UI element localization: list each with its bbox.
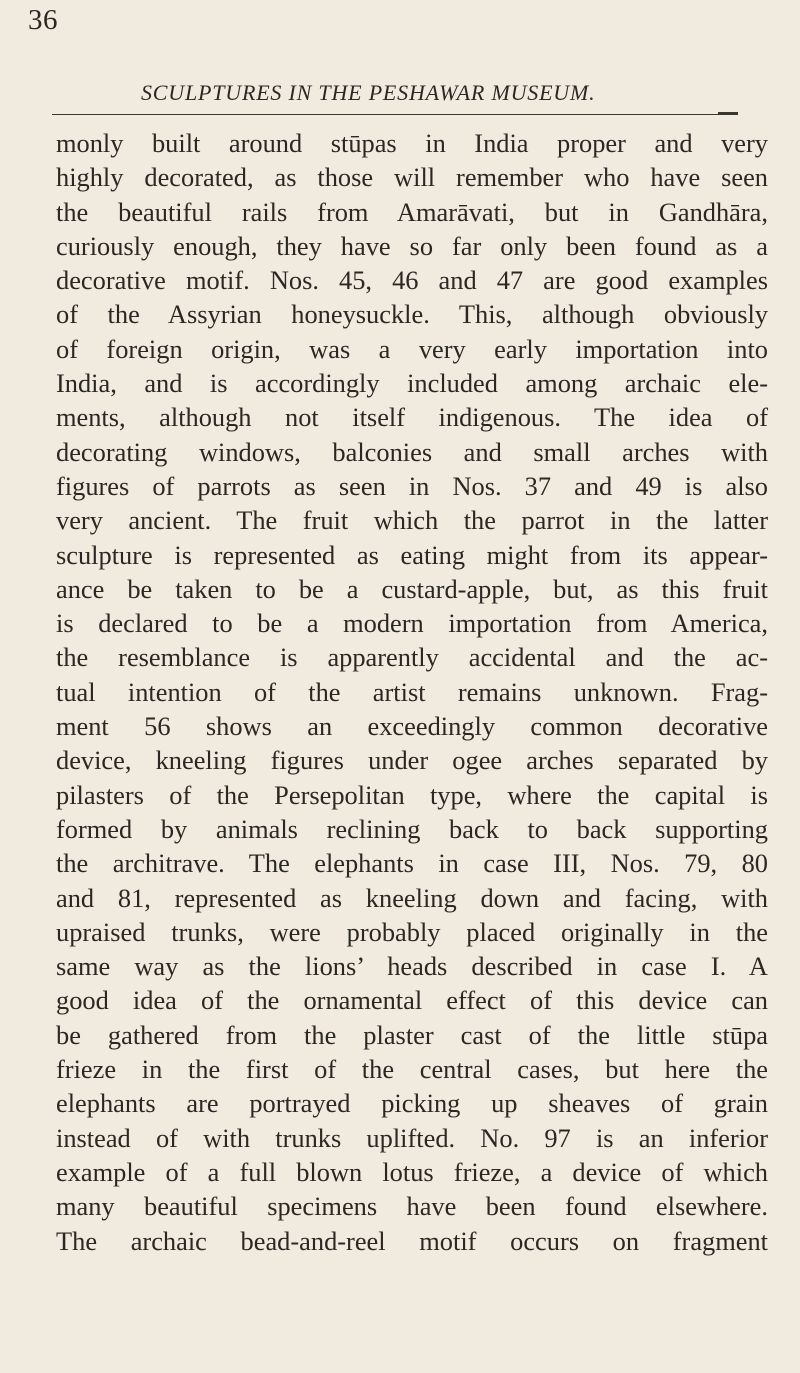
text-line: elephants are portrayed picking up sheaves of grain — [56, 1088, 768, 1119]
text-line: ment 56 shows an exceedingly common decorative — [56, 711, 768, 742]
text-line: many beautiful specimens have been found elsewhere. — [56, 1191, 768, 1222]
text-line: of foreign origin, was a very early importation into — [56, 333, 768, 364]
text-line: ance be taken to be a custard-apple, but, as this fruit — [56, 573, 768, 604]
text-line: monly built around stūpas in India proper and very — [56, 128, 768, 158]
page-number: 36 — [28, 4, 58, 36]
text-line: same way as the lions’ heads described in case I. A — [56, 951, 768, 982]
text-line: highly decorated, as those will remember who have seen — [56, 162, 768, 193]
running-head: SCULPTURES IN THE PESHAWAR MUSEUM. — [141, 80, 596, 105]
body-paragraph — [56, 126, 768, 1258]
text-line: tual intention of the artist remains unknown. Frag- — [56, 676, 768, 707]
text-line: decorative motif. Nos. 45, 46 and 47 are good examples — [56, 265, 768, 296]
text-line: ments, although not itself indigenous. The idea of — [56, 402, 768, 433]
text-line: The archaic bead-and-reel motif occurs on fragment — [56, 1225, 768, 1256]
text-line: India, and is accordingly included among archaic ele- — [56, 368, 768, 399]
text-line: formed by animals reclining back to back supporting — [56, 813, 768, 844]
text-line: curiously enough, they have so far only been found as a — [56, 230, 768, 261]
text-line: and 81, represented as kneeling down and facing, with — [56, 882, 768, 913]
text-line: is declared to be a modern importation from America, — [56, 608, 768, 639]
text-line: decorating windows, balconies and small arches with — [56, 436, 768, 467]
text-line: the resemblance is apparently accidental and the ac- — [56, 642, 768, 673]
text-line: instead of with trunks uplifted. No. 97 is an inferior — [56, 1122, 768, 1153]
text-line: frieze in the first of the central cases, but here the — [56, 1054, 768, 1085]
text-line: pilasters of the Persepolitan type, where the capital is — [56, 779, 768, 810]
header-rule-end — [718, 112, 738, 115]
text-line: sculpture is represented as eating might from its appear- — [56, 539, 768, 570]
text-line: good idea of the ornamental effect of this device can — [56, 985, 768, 1016]
text-line: very ancient. The fruit which the parrot in the latter — [56, 505, 768, 536]
text-line: the beautiful rails from Amarāvati, but in Gandhāra, — [56, 196, 768, 227]
text-line: example of a full blown lotus frieze, a device of which — [56, 1156, 768, 1187]
text-line: of the Assyrian honeysuckle. This, although obviously — [56, 299, 768, 330]
header-rule — [52, 114, 738, 115]
text-line: be gathered from the plaster cast of the little stūpa — [56, 1019, 768, 1050]
text-line: the architrave. The elephants in case III, Nos. 79, 80 — [56, 848, 768, 879]
text-line: upraised trunks, were probably placed originally in the — [56, 916, 768, 947]
text-line: device, kneeling figures under ogee arches separated by — [56, 745, 768, 776]
text-line: figures of parrots as seen in Nos. 37 and 49 is also — [56, 470, 768, 501]
